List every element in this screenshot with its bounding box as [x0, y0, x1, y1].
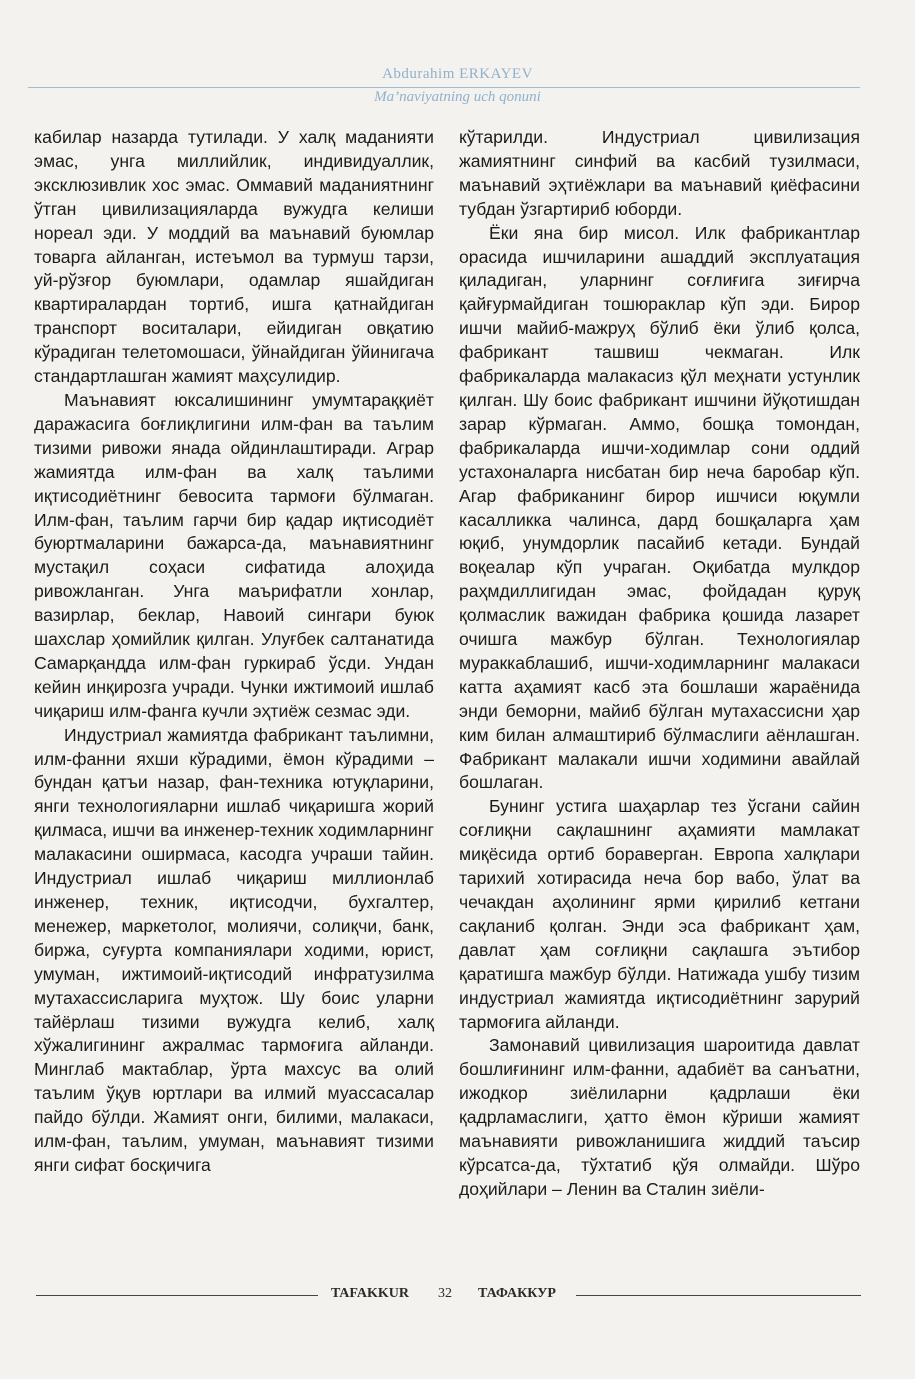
- page-footer: [0, 1284, 915, 1306]
- left-column: [34, 126, 434, 1178]
- page-number: 32: [438, 1286, 452, 1301]
- footer-magazine-latin: TAFAKKUR: [331, 1286, 410, 1301]
- paragraph: Маънавият юксалишининг умумтараққиёт даражасига боғлиқлигини илм-фан ва таълим тизими ривожи янада ойдинлаштиради. Аграр жамиятда илм-фан ва халқ таълими иқтисодиётнинг бевосита тармоғи бўлмаган. Илм-фан, таълим гарчи бир қадар иқтисодиёт буюртмаларини бажарса-да, маънавиятнинг мустақил соҳаси сифатида алоҳида ривожланган. Унга маърифатли хонлар, вазирлар, беклар, Навоий сингари буюк шахслар ҳомийлик қилган. Улуғбек салтанатида Самарқандда илм-фан гуркираб ўсди. Ундан кейин инқирозга учради. Чунки ижтимоий ишлаб чиқариш илм-фанга кучли эҳтиёж сезмас эди.: [34, 389, 434, 721]
- paragraph: Ёки яна бир мисол. Илк фабрикантлар орасида ишчиларини ашаддий эксплуатация қиладиган, уларнинг соғлиғига зиғирча қайғурмайдиган тошюраклар кўп эди. Бирор ишчи майиб-мажруҳ бўлиб ёки ўлиб қолса, фабрикант ташвиш чекмаган. Илк фабрикаларда малакасиз қўл меҳнати устунлик қилган. Шу боис фабрикант ишчини йўқотишдан зарар кўрмаган. Аммо, бошқа томондан, фабрикаларда ишчи-ходимлар сони оддий устахоналарга нисбатан бир неча баробар кўп. Агар фабриканинг бирор ишчиси юқумли касалликка чалинса, дард бошқаларга ҳам юқиб, унумдорлик пасайиб кетади. Бундай воқеалар кўп учраган. Оқибатда мулкдор раҳмдиллигидан эмас, фойдадан қуруқ қолмаслик важидан фабрика қошида лазарет очишга мажбур бўлган. Технологиялар мураккаблашиб, ишчи-ходимларнинг малакаси катта аҳамият касб эта бошлаши жараёнида энди беморни, майиб бўлган мутахассисни ҳар ким билан алмаштириб бўлмаслиги аёнлашган. Фабрикант малакали ишчи ходимини авайлай бошлаган.: [459, 222, 860, 793]
- footer-rule-right: [576, 1295, 861, 1296]
- paragraph: кабилар назарда тутилади. У халқ маданияти эмас, унга миллийлик, индивидуаллик, эксклюзивлик хос эмас. Оммавий маданиятнинг ўтган цивилизацияларда вужудга келиши нореал эди. У моддий ва маънавий буюмлар товарга айланган, истеъмол ва турмуш тарзи, уй-рўзғор буюмлари, одамлар яшайдиган квартиралардан тортиб, ишга қатнайдиган транспорт воситалари, ейидиган овқатию кўрадиган телетомошаси, ўйнайдиган ўйинигача стандартлашган жамият маҳсулидир.: [34, 127, 434, 387]
- paragraph: Бунинг устига шаҳарлар тез ўсгани сайин соғлиқни сақлашнинг аҳамияти мамлакат миқёсида ортиб бораверган. Европа халқлари тарихий хотирасида неча бор вабо, ўлат ва чечакдан аҳолининг ярми қирилиб кетгани сақланиб қолган. Энди эса фабрикант ҳам, давлат ҳам соғлиқни сақлашга эътибор қаратишга мажбур бўлди. Натижада ушбу тизим индустриал жамиятда иқтисодиётнинг зарурий тармоғига айланди.: [459, 796, 860, 1032]
- paragraph: кўтарилди. Индустриал цивилизация жамиятнинг синфий ва касбий тузилмаси, маънавий эҳтиёжлари ва маънавий қиёфасини тубдан ўзгартириб юборди.: [459, 127, 860, 219]
- header-subtitle: Ma’naviyatning uch qonuni: [374, 89, 541, 105]
- header-rule: [28, 87, 860, 88]
- right-column: [459, 126, 860, 1202]
- footer-magazine-cyrillic: ТАФАККУР: [478, 1286, 556, 1301]
- header-author: Abdurahim ERKAYEV: [382, 66, 533, 82]
- paragraph: Замонавий цивилизация шароитида давлат бошлиғининг илм-фанни, адабиёт ва санъатни, ижодкор зиёлиларни қадрлаши ёки қадрламаслиги, ҳатто ёмон кўриши жамият маънавияти ривожланишига жиддий таъсир кўрсатса-да, тўхтатиб қўя олмайди. Шўро доҳийлари – Ленин ва Сталин зиёли-: [459, 1035, 860, 1199]
- paragraph: Индустриал жамиятда фабрикант таълимни, илм-фанни яхши кўрадими, ёмон кўрадими – бундан қатъи назар, фан-техника ютуқларини, янги технологияларни ишлаб чиқаришга жорий қилмаса, ишчи ва инженер-техник ходимларнинг малакасини оширмаса, касодга учраши тайин. Индустриал ишлаб чиқариш миллионлаб инженер, техник, иқтисодчи, бухгалтер, менежер, маркетолог, молиячи, солиқчи, банк, биржа, суғурта компаниялари ходими, юрист, умуман, ижтимоий-иқтисодий инфратузилма мутахассисларига муҳтож. Шу боис уларни тайёрлаш тизими вужудга келиб, халқ хўжалигининг ажралмас тармоғига айланди. Минглаб мактаблар, ўрта махсус ва олий таълим ўқув юртлари ва илмий муассасалар пайдо бўлди. Жамият онги, билими, малакаси, илм-фан, таълим, умуман, маънавият тизими янги сифат босқичига: [34, 724, 434, 1175]
- footer-rule-left: [36, 1295, 318, 1296]
- running-header: [0, 64, 915, 106]
